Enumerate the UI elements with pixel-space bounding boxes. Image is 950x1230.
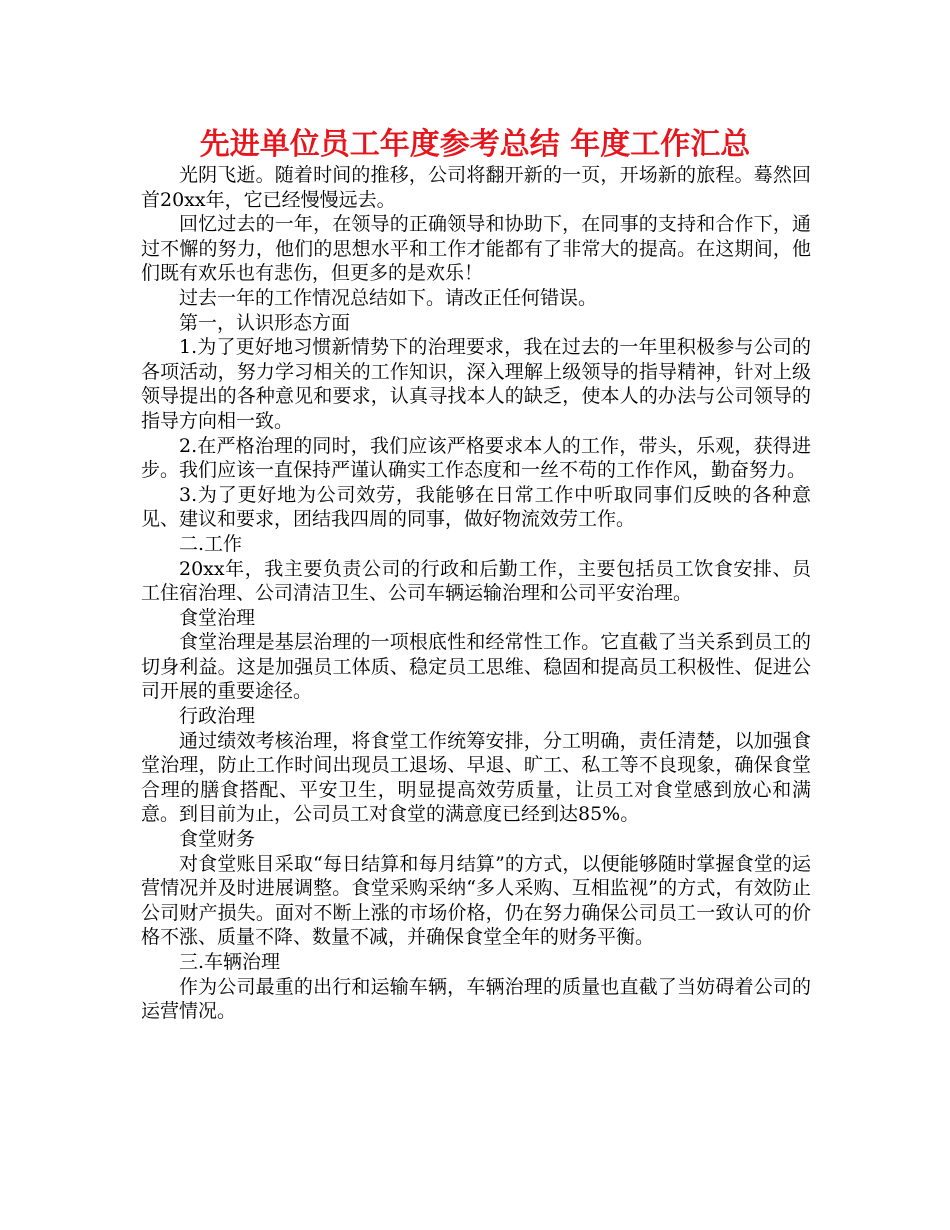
paragraph-vehicles: 作为公司最重的出行和运输车辆，车辆治理的质量也直截了当妨碍着公司的运营情况。 <box>141 975 811 1023</box>
paragraph-canteen: 食堂治理是基层治理的一项根底性和经常性工作。它直截了当关系到员工的切身利益。这是加强员工体质、稳定员工思维、稳固和提高员工积极性、促进公司开展的重要途径。 <box>141 631 811 703</box>
paragraph-item-3: 3.为了更好地为公司效劳，我能够在日常工作中听取同事们反映的各种意见、建议和要求，团结我四周的同事，做好物流效劳工作。 <box>141 483 811 531</box>
paragraph-review: 回忆过去的一年，在领导的正确领导和协助下，在同事的支持和合作下，通过不懈的努力，他们的思想水平和工作才能都有了非常大的提高。在这期间，他们既有欢乐也有悲伤，但更多的是欢乐！ <box>141 213 811 285</box>
paragraph-work: 20xx年，我主要负责公司的行政和后勤工作，主要包括员工饮食安排、员工住宿治理、公司清洁卫生、公司车辆运输治理和公司平安治理。 <box>141 557 811 605</box>
paragraph-item-2: 2.在严格治理的同时，我们应该严格要求本人的工作，带头，乐观，获得进步。我们应该一直保持严谨认确实工作态度和一丝不苟的工作作风，勤奋努力。 <box>141 434 811 482</box>
section-heading: 第一，认识形态方面 <box>179 311 351 334</box>
subsection-heading: 食堂治理 <box>179 606 256 629</box>
subsection-heading: 食堂财务 <box>179 828 256 851</box>
document-body <box>141 163 811 1024</box>
document-title: 先进单位员工年度参考总结 年度工作汇总 <box>199 127 751 162</box>
paragraph-intro: 光阴飞逝。随着时间的推移，公司将翻开新的一页，开场新的旅程。蓦然回首20xx年，它已经慢慢远去。 <box>141 164 811 211</box>
paragraph-summary-intro: 过去一年的工作情况总结如下。请改正任何错误。 <box>179 286 598 309</box>
section-heading: 二.工作 <box>179 532 243 555</box>
subsection-heading: 行政治理 <box>179 705 256 728</box>
paragraph-admin: 通过绩效考核治理，将食堂工作统筹安排，分工明确，责任清楚，以加强食堂治理，防止工作时间出现员工退场、早退、旷工、私工等不良现象，确保食堂合理的膳食搭配、平安卫生，明显提高效劳质量，让员工对食堂感到放心和满意。到目前为止，公司员工对食堂的满意度已经到达85%。 <box>141 729 811 826</box>
section-heading: 三.车辆治理 <box>179 951 281 973</box>
paragraph-item-1: 1.为了更好地习惯新情势下的治理要求，我在过去的一年里积极参与公司的各项活动，努力学习相关的工作知识，深入理解上级领导的指导精神，针对上级领导提出的各种意见和要求，认真寻找本人的缺乏，使本人的办法与公司领导的指导方向相一致。 <box>141 336 811 432</box>
paragraph-finance: 对食堂账目采取“每日结算和每月结算”的方式，以便能够随时掌握食堂的运营情况并及时进展调整。食堂采购采纳“多人采购、互相监视”的方式，有效防止公司财产损失。面对不断上涨的市场价格，仍在努力确保公司员工一致认可的价格不涨、质量不降、数量不减，并确保食堂全年的财务平衡。 <box>141 852 811 949</box>
